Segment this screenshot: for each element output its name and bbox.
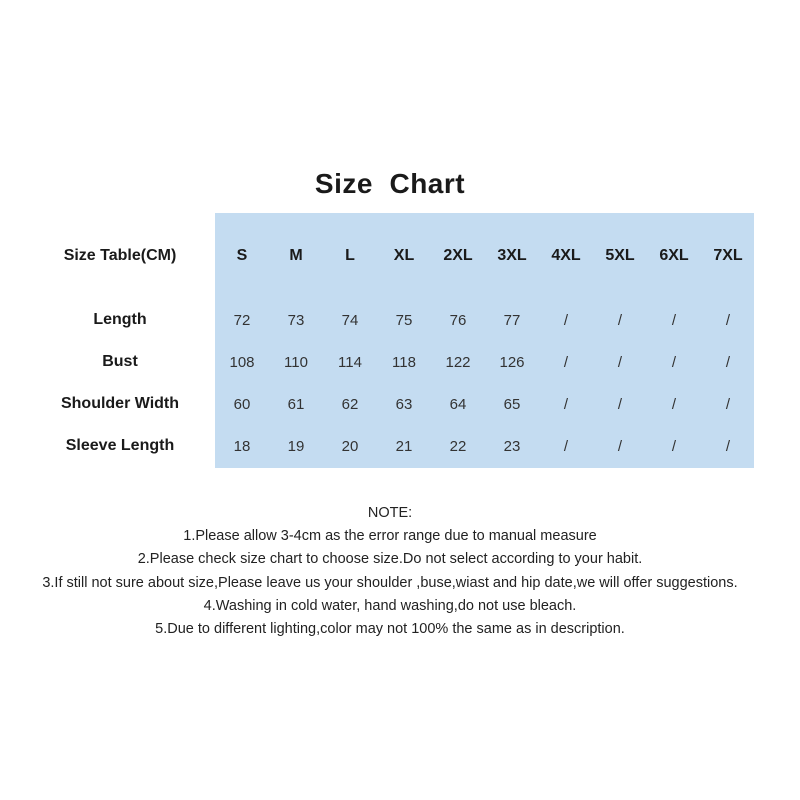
table-cell: 63 [395, 396, 413, 413]
table-cell: / [563, 396, 569, 413]
row-label: Sleeve Length [65, 437, 175, 454]
notes-section [0, 502, 780, 641]
table-cell: / [725, 354, 731, 371]
note-item-2: 2.Please check size chart to choose size.Do not select according to your habit. [137, 551, 643, 568]
size-column-header: 6XL [659, 247, 689, 264]
table-cell: 19 [287, 438, 305, 455]
table-cell: / [617, 396, 623, 413]
table-cell: 114 [338, 354, 362, 371]
table-cell: 21 [395, 438, 413, 455]
row-label: Shoulder Width [60, 395, 180, 412]
table-cell: 75 [395, 312, 413, 329]
note-item-5: 5.Due to different lighting,color may not 100% the same as in description. [155, 621, 625, 638]
table-cell: 110 [284, 354, 308, 371]
table-cell: 65 [503, 396, 521, 413]
table-cell: 73 [287, 312, 305, 329]
size-column-header: 4XL [551, 247, 581, 264]
table-cell: 72 [233, 312, 251, 329]
row-label: Bust [102, 353, 138, 370]
table-cell: 77 [503, 312, 521, 329]
table-cell: 122 [445, 354, 471, 371]
size-column-header: 5XL [605, 247, 635, 264]
row-label: Length [93, 311, 147, 328]
table-cell: / [563, 354, 569, 371]
table-cell: 108 [229, 354, 255, 371]
table-cell: / [617, 312, 623, 329]
table-cell: 118 [392, 354, 416, 371]
size-column-header: 3XL [497, 247, 527, 264]
size-column-header: 7XL [713, 247, 743, 264]
size-column-header: 2XL [443, 247, 473, 264]
table-cell: / [671, 396, 677, 413]
note-item-3: 3.If still not sure about size,Please leave us your shoulder ,buse,wiast and hip date,we will offer suggestions. [42, 574, 738, 591]
table-cell: / [563, 312, 569, 329]
note-item-1: 1.Please allow 3-4cm as the error range due to manual measure [183, 528, 597, 545]
table-cell: 64 [449, 396, 467, 413]
table-cell: / [671, 312, 677, 329]
size-column-header: L [345, 247, 355, 264]
table-cell: 126 [499, 354, 525, 371]
table-cell: / [563, 438, 569, 455]
table-cell: 61 [287, 396, 305, 413]
table-cell: / [725, 396, 731, 413]
table-cell: 22 [449, 438, 467, 455]
table-cell: / [617, 438, 623, 455]
table-cell: 18 [233, 438, 251, 455]
table-cell: / [725, 312, 731, 329]
table-cell: 20 [341, 438, 359, 455]
size-column-header: XL [393, 247, 415, 264]
page-title: Size Chart [314, 168, 466, 199]
table-cell: / [671, 354, 677, 371]
table-cell: 62 [341, 396, 359, 413]
size-column-header: S [236, 247, 248, 264]
note-item-4: 4.Washing in cold water, hand washing,do not use bleach. [203, 597, 577, 614]
table-cell: 23 [503, 438, 521, 455]
table-cell: / [671, 438, 677, 455]
table-cell: 60 [233, 396, 251, 413]
table-cell: / [725, 438, 731, 455]
table-cell: 76 [449, 312, 467, 329]
notes-heading: NOTE: [367, 505, 413, 521]
size-column-header: M [289, 247, 303, 264]
size-table-header-label: Size Table(CM) [63, 247, 177, 264]
table-cell: / [617, 354, 623, 371]
table-cell: 74 [341, 312, 359, 329]
